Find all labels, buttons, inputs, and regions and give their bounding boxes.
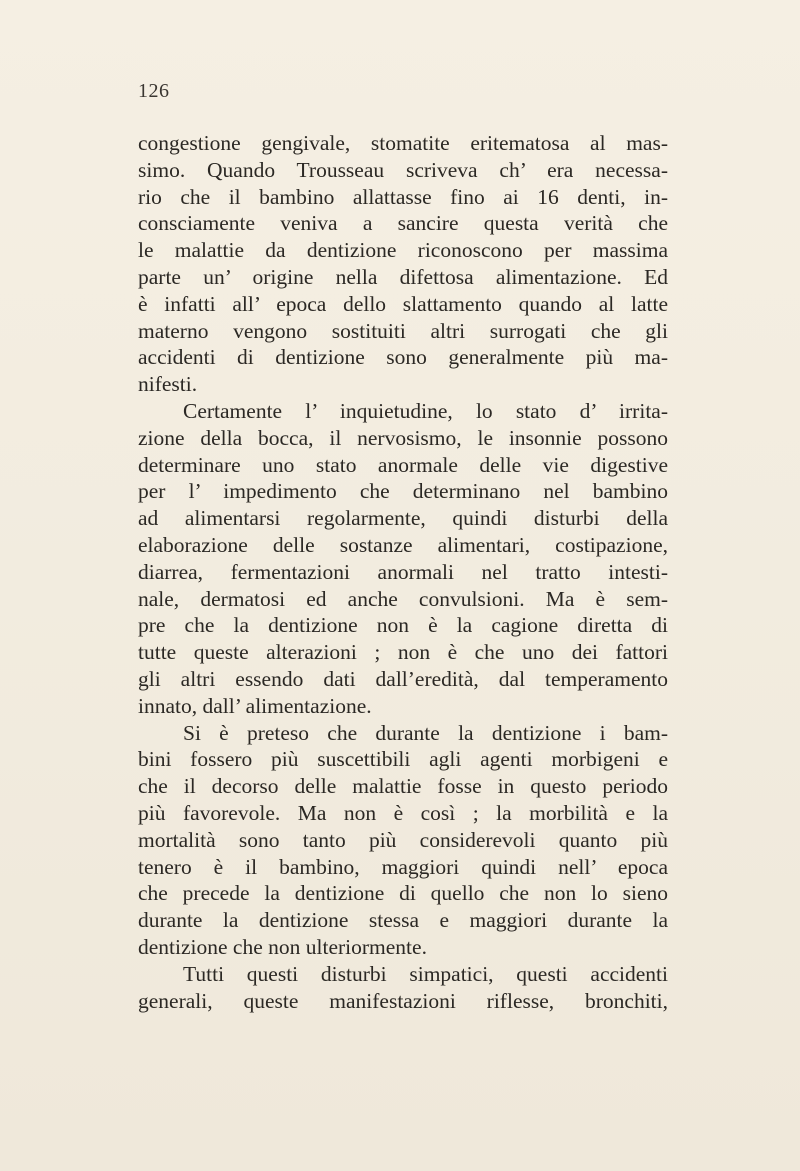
text-line: per l’ impedimento che determinano nel bambino bbox=[138, 479, 668, 504]
text-line: consciamente veniva a sancire questa verità che bbox=[138, 211, 668, 236]
text-line: che il decorso delle malattie fosse in questo periodo bbox=[138, 774, 668, 799]
text-line: diarrea, fermentazioni anormali nel tratto intesti- bbox=[138, 559, 668, 584]
text-line: tenero è il bambino, maggiori quindi nell’ epoca bbox=[138, 854, 668, 879]
text-line: determinare uno stato anormale delle vie digestive bbox=[138, 452, 668, 477]
text-line: materno vengono sostituiti altri surrogati che gli bbox=[138, 318, 668, 343]
text-line: parte un’ origine nella difettosa alimentazione. Ed bbox=[138, 264, 668, 289]
text-line: è infatti all’ epoca dello slattamento quando al latte bbox=[138, 291, 668, 316]
text-line: nale, dermatosi ed anche convulsioni. Ma è sem- bbox=[138, 586, 668, 611]
body-text bbox=[138, 130, 668, 1014]
text-line: gli altri essendo dati dall’eredità, dal temperamento bbox=[138, 666, 668, 691]
text-line: pre che la dentizione non è la cagione diretta di bbox=[138, 613, 668, 638]
text-line: Certamente l’ inquietudine, lo stato d’ irrita- bbox=[183, 398, 668, 423]
text-line: dentizione che non ulteriormente. bbox=[138, 934, 427, 959]
text-line: che precede la dentizione di quello che non lo sieno bbox=[138, 881, 668, 906]
text-line: congestione gengivale, stomatite eritematosa al mas- bbox=[138, 131, 668, 155]
text-line: bini fossero più suscettibili agli agenti morbigeni e bbox=[138, 747, 668, 772]
text-line: innato, dall’ alimentazione. bbox=[138, 693, 372, 718]
text-line: generali, queste manifestazioni riflesse, bronchiti, bbox=[138, 988, 668, 1013]
text-line: rio che il bambino allattasse fino ai 16 denti, in- bbox=[138, 184, 668, 209]
text-line: mortalità sono tanto più considerevoli quanto più bbox=[138, 827, 668, 852]
text-line: simo. Quando Trousseau scriveva ch’ era necessa- bbox=[138, 157, 668, 182]
text-line: durante la dentizione stessa e maggiori durante la bbox=[138, 908, 668, 933]
text-line: nifesti. bbox=[138, 372, 198, 397]
text-line: tutte queste alterazioni ; non è che uno dei fattori bbox=[138, 640, 668, 665]
text-line: accidenti di dentizione sono generalmente più ma- bbox=[138, 345, 668, 370]
page-number: 126 bbox=[138, 80, 170, 102]
text-line: le malattie da dentizione riconoscono per massima bbox=[138, 238, 668, 263]
text-line: ad alimentarsi regolarmente, quindi disturbi della bbox=[138, 506, 668, 531]
text-line: Tutti questi disturbi simpatici, questi accidenti bbox=[183, 961, 668, 986]
text-line: Si è preteso che durante la dentizione i bam- bbox=[183, 720, 668, 745]
text-line: elaborazione delle sostanze alimentari, costipazione, bbox=[138, 532, 668, 557]
text-line: più favorevole. Ma non è così ; la morbilità e la bbox=[138, 800, 668, 825]
text-line: zione della bocca, il nervosismo, le insonnie possono bbox=[138, 425, 668, 450]
